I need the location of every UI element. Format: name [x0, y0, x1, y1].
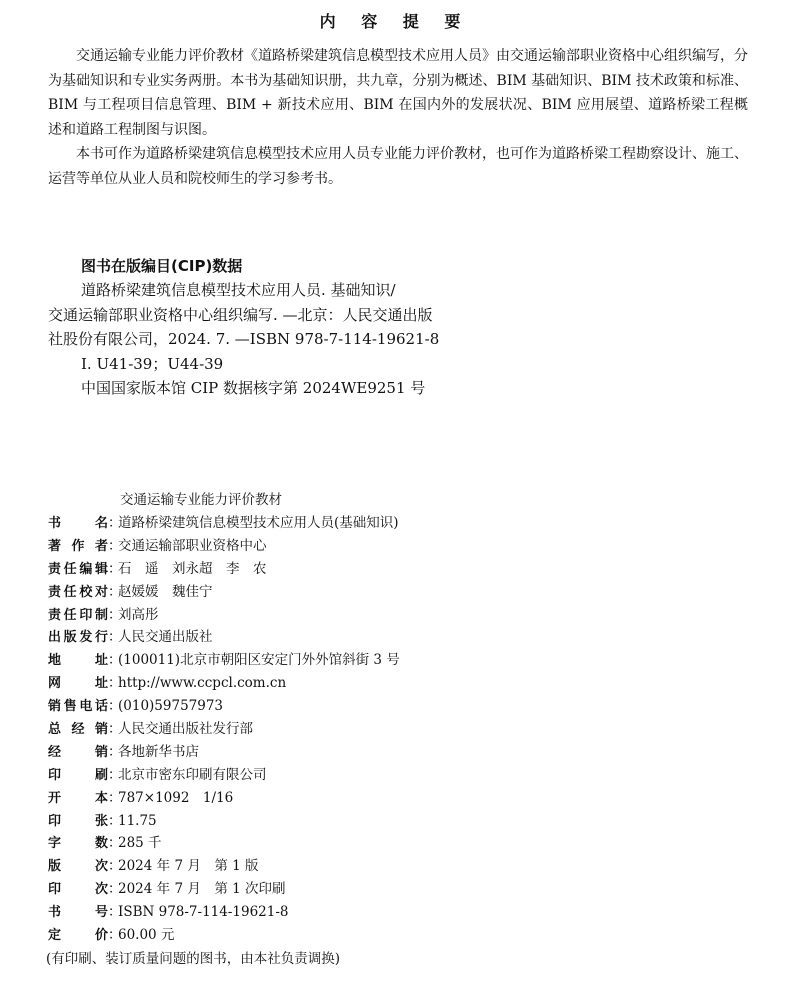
colophon-label: 印 次 — [48, 882, 108, 898]
abstract-paragraph-1: 交通运输专业能力评价教材《道路桥梁建筑信息模型技术应用人员》由交通运输部职业资格中心组织编写，分为基础知识和专业实务两册。本书为基础知识册，共九章，分别为概述、BIM 基础知识、BIM 技术政策和标准、BIM 与工程项目信息管理、BIM + 新技术应用、BIM 在国内外的发展状况、BIM 应用展望、道路桥梁工程概述和道路工程制图与识图。 — [48, 48, 748, 138]
colophon-colon: ： — [108, 675, 122, 692]
colophon-label: 开 本 — [48, 790, 108, 806]
colophon-colon: ： — [108, 606, 122, 623]
colophon-colon: ： — [108, 537, 122, 554]
colophon-label: 版 次 — [48, 859, 108, 875]
colophon-value: 交通运输部职业资格中心 — [118, 537, 267, 554]
colophon-colon: ： — [108, 560, 122, 577]
colophon-colon: ： — [108, 904, 122, 921]
colophon-row — [48, 604, 768, 627]
colophon-label: 出 版 发 行 — [48, 630, 108, 646]
colophon-colon: ： — [108, 881, 122, 898]
colophon-label: 网 址 — [48, 676, 108, 692]
cip-line-2: 交通运输部职业资格中心组织编写. —北京：人民交通出版 — [48, 305, 433, 324]
colophon-value: 石 遥 刘永超 李 农 — [118, 560, 267, 577]
colophon-label: 经 销 — [48, 744, 108, 760]
colophon-colon: ： — [108, 789, 122, 806]
colophon-label: 销 售 电 话 — [48, 699, 108, 715]
colophon-colon: ： — [108, 835, 122, 852]
colophon-label: 责 任 校 对 — [48, 584, 108, 600]
colophon-row — [48, 787, 768, 810]
colophon-value: (010)59757973 — [118, 698, 224, 715]
colophon-value: 11.75 — [118, 812, 157, 829]
colophon-colon: ： — [108, 652, 122, 669]
colophon-label: 印 张 — [48, 813, 108, 829]
colophon-value: 道路桥梁建筑信息模型技术应用人员(基础知识) — [118, 515, 399, 531]
colophon-value: 人民交通出版社发行部 — [118, 721, 253, 738]
colophon-value: 刘高彤 — [118, 606, 159, 623]
colophon-colon: ： — [108, 927, 122, 944]
colophon-label: 定 价 — [48, 928, 108, 944]
colophon-row — [48, 558, 768, 581]
colophon-label: 印 刷 — [48, 767, 108, 783]
colophon-value: ISBN 978-7-114-19621-8 — [118, 904, 289, 921]
colophon-value: (100011)北京市朝阳区安定门外外馆斜街 3 号 — [118, 652, 400, 669]
colophon-value: http://www.ccpcl.com.cn — [118, 675, 287, 692]
cip-line-1: 道路桥梁建筑信息模型技术应用人员. 基础知识/ — [81, 281, 396, 299]
colophon-row — [48, 832, 768, 855]
colophon-row — [48, 855, 768, 878]
colophon-label: 书 号 — [48, 905, 108, 921]
colophon-colon: ： — [108, 858, 122, 875]
colophon-value: 赵媛媛 魏佳宁 — [118, 583, 213, 600]
colophon-label: 责 任 编 辑 — [48, 561, 108, 577]
colophon-value: 787×1092 1/16 — [118, 789, 234, 806]
cip-line-4: Ⅰ. U41-39；U44-39 — [81, 354, 224, 373]
colophon-row — [48, 581, 768, 604]
colophon-colon: ： — [108, 583, 122, 600]
colophon-label: 总 经 销 — [48, 722, 108, 738]
colophon-row — [48, 924, 768, 947]
colophon-row — [48, 512, 768, 535]
colophon-colon: ： — [108, 743, 122, 760]
colophon-label: 著 作 者 — [48, 538, 108, 554]
colophon-row — [48, 741, 768, 764]
colophon-value: 人民交通出版社 — [118, 629, 213, 646]
colophon-row — [48, 672, 768, 695]
colophon-row — [48, 626, 768, 649]
colophon-row — [48, 901, 768, 924]
colophon-colon: ： — [108, 721, 122, 738]
colophon-value: 60.00 元 — [118, 927, 175, 944]
quality-note: (有印刷、装订质量问题的图书，由本社负责调换) — [46, 950, 341, 967]
colophon-value: 北京市密东印刷有限公司 — [118, 766, 267, 783]
page-title: 内 容 提 要 — [319, 12, 471, 31]
series-name: 交通运输专业能力评价教材 — [120, 492, 282, 508]
colophon-label: 字 数 — [48, 836, 108, 852]
colophon-row — [48, 535, 768, 558]
colophon-colon: ： — [108, 766, 122, 783]
colophon-label: 责 任 印 制 — [48, 607, 108, 623]
colophon-value: 各地新华书店 — [118, 743, 199, 760]
colophon-row — [48, 878, 768, 901]
colophon-row — [48, 764, 768, 787]
abstract-section — [48, 44, 748, 191]
abstract-paragraph-2: 本书可作为道路桥梁建筑信息模型技术应用人员专业能力评价教材，也可作为道路桥梁工程勘察设计、施工、运营等单位从业人员和院校师生的学习参考书。 — [48, 146, 748, 187]
colophon-row — [48, 810, 768, 833]
cip-body — [48, 278, 748, 401]
colophon-colon: ： — [108, 515, 122, 531]
cip-line-5: 中国国家版本馆 CIP 数据核字第 2024WE9251 号 — [81, 379, 426, 397]
colophon-label: 地 址 — [48, 653, 108, 669]
colophon-colon: ： — [108, 698, 122, 715]
colophon-value: 2024 年 7 月 第 1 版 — [118, 858, 259, 875]
colophon-row — [48, 695, 768, 718]
colophon-row — [48, 718, 768, 741]
colophon-row — [48, 649, 768, 672]
colophon-colon: ： — [108, 629, 122, 646]
colophon-value: 2024 年 7 月 第 1 次印刷 — [118, 881, 286, 898]
cip-data-section — [48, 254, 748, 401]
colophon-rows — [48, 512, 768, 947]
colophon-value: 285 千 — [118, 835, 162, 852]
colophon-section — [48, 488, 768, 971]
cip-line-3: 社股份有限公司，2024. 7. —ISBN 978-7-114-19621-8 — [48, 330, 440, 348]
cip-heading: 图书在版编目(CIP)数据 — [81, 257, 243, 275]
colophon-label: 书 名 — [48, 516, 108, 531]
colophon-colon: ： — [108, 812, 122, 829]
